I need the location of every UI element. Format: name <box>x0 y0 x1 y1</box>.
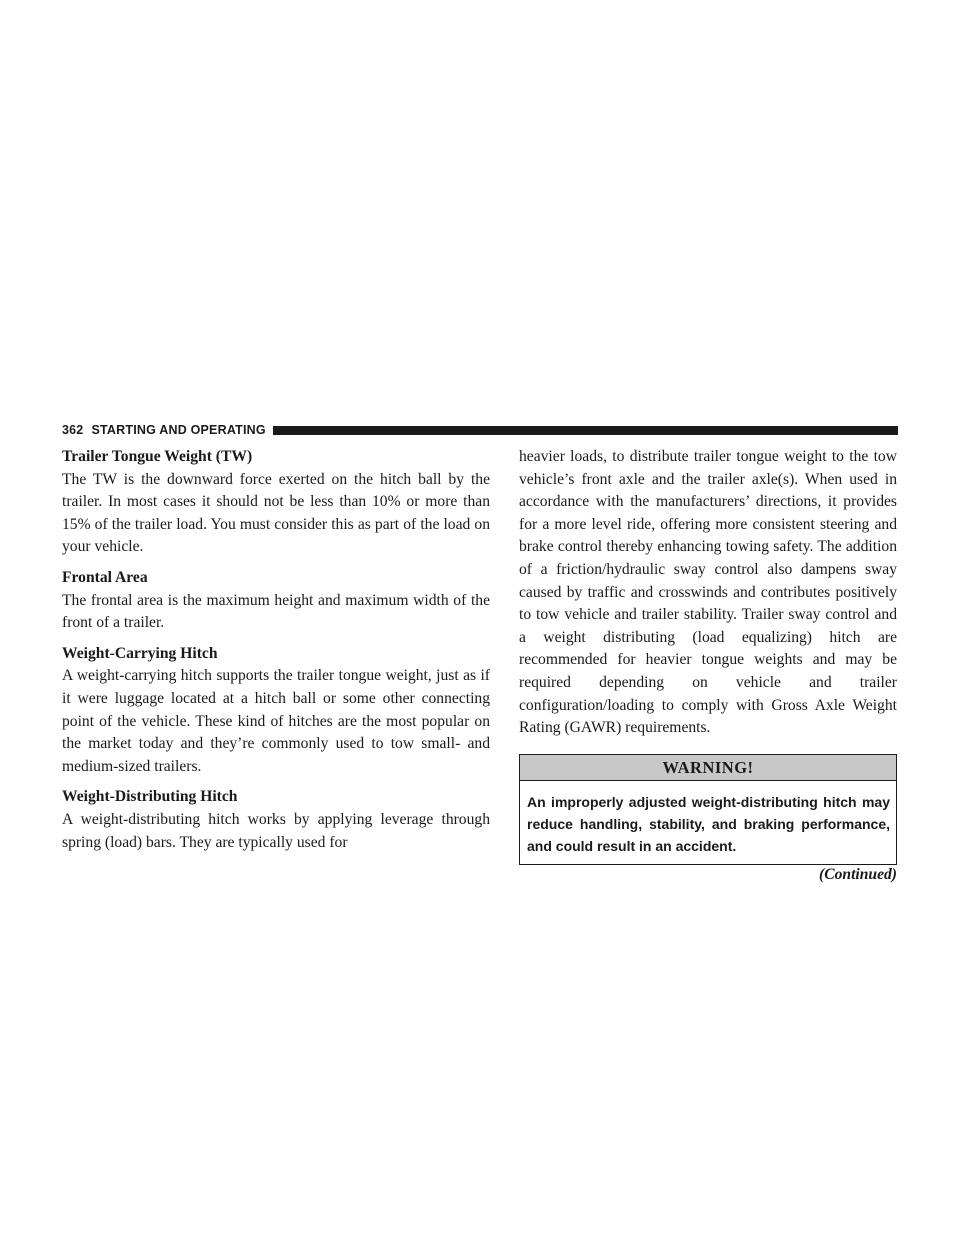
section-title: STARTING AND OPERATING <box>91 423 266 437</box>
warning-body: An improperly adjusted weight-distributing hitch may reduce handling, stability, and braking performance, and could result in an accident. <box>527 793 890 854</box>
header-rule <box>273 426 898 435</box>
section-body: The TW is the downward force exerted on the hitch ball by the trailer. In most cases it should not be less than 10% or more than 15% of the trailer load. You must consider this as part of the load on your vehicle. <box>62 470 490 556</box>
section-frontal-area <box>62 567 490 635</box>
section-weight-distributing-hitch <box>62 786 490 854</box>
section-body: A weight-distributing hitch works by applying leverage through spring (load) bars. They are typically used for <box>62 810 490 851</box>
right-column <box>519 446 897 885</box>
running-header <box>62 423 898 437</box>
section-heading: Weight-Distributing Hitch <box>62 788 238 806</box>
section-heading: Trailer Tongue Weight (TW) <box>62 448 253 465</box>
page-number: 362 <box>62 423 84 437</box>
continued-label: (Continued) <box>819 865 897 883</box>
warning-title: WARNING! <box>520 755 896 781</box>
section-weight-carrying-hitch <box>62 643 490 779</box>
left-column <box>62 446 490 862</box>
section-heading: Frontal Area <box>62 568 148 586</box>
continued-paragraph: heavier loads, to distribute trailer tongue weight to the tow vehicle’s front axle and the trailer axle(s). When used in accordance with the manufacturers’ directions, it provides for a more level ride, offering more consistent steering and brake control thereby enhancing towing safety. The addition of a friction/hydraulic sway control also dampens sway caused by traffic and crosswinds and contributes positively to tow vehicle and trailer stability. Trailer sway control and a weight distributing (load equalizing) hitch are recommended for heavier tongue weights and may be required depending on vehicle and trailer configuration/loading to comply with Gross Axle Weight Rating (GAWR) requirements. <box>519 448 897 737</box>
warning-box <box>519 754 897 865</box>
section-heading: Weight-Carrying Hitch <box>62 644 218 662</box>
section-trailer-tongue-weight <box>62 446 490 559</box>
section-body: A weight-carrying hitch supports the trailer tongue weight, just as if it were luggage located at a hitch ball or some other connecting point of the vehicle. These kind of hitches are the most popular on the market today and they’re commonly used to tow small- and medium-sized trailers. <box>62 667 490 775</box>
section-body: The frontal area is the maximum height and maximum width of the front of a trailer. <box>62 591 490 632</box>
